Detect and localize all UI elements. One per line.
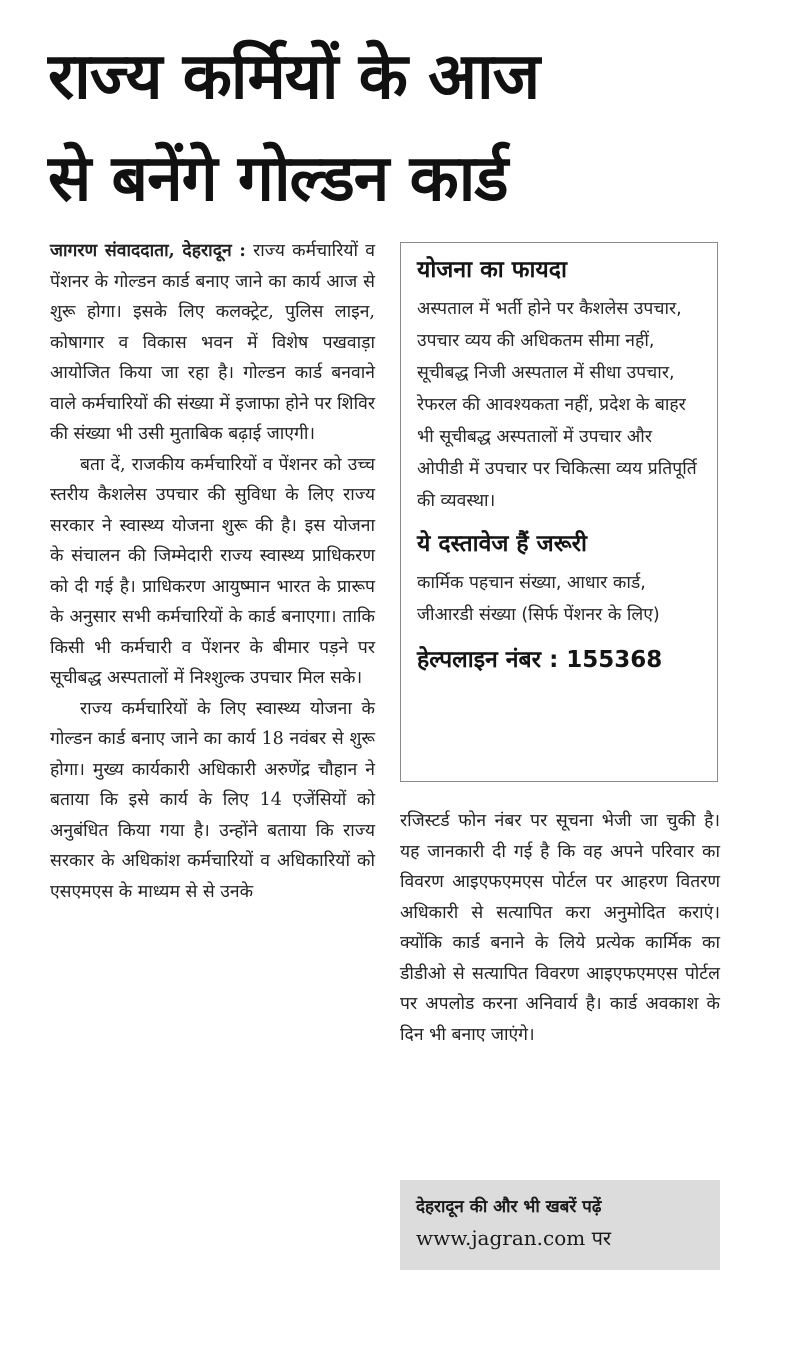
article-paragraph-3: राज्य कर्मचारियों के लिए स्वास्थ्य योजना के गोल्डन कार्ड बनाए जाने का कार्य 18 नवंबर से शुरू होगा। मुख्य कार्यकारी अधिकारी अरुणेंद्र चौहान ने बताया कि इसे कार्य के लिए 14 एजेंसियों को अनुबंधित किया गया है। उन्होंने बताया कि राज्य सरकार के अधिकांश कर्मचारियों व अधिकारियों को एसएमएस के माध्यम से से उनके xyxy=(50,698,375,902)
headline-line-1: राज्य कर्मियों के आज xyxy=(48,40,540,114)
helpline-separator: : xyxy=(549,647,559,673)
documents-heading: ये दस्तावेज हैं जरूरी xyxy=(417,531,587,557)
helpline-label: हेल्पलाइन नंबर xyxy=(417,647,542,673)
article-right-column xyxy=(400,806,720,1050)
promo-url: www.jagran.com xyxy=(416,1226,586,1250)
benefit-heading: योजना का फायदा xyxy=(417,257,567,283)
article-paragraph-4: रजिस्टर्ड फोन नंबर पर सूचना भेजी जा चुकी है। यह जानकारी दी गई है कि वह अपने परिवार का विवरण आइएफएमएस पोर्टल पर आहरण वितरण अधिकारी से सत्यापित करा अनुमोदित कराएं। क्योंकि कार्ड बनाने के लिये प्रत्येक कार्मिक का डीडीओ से सत्यापित विवरण आइएफएमएस पोर्टल पर अपलोड करना अनिवार्य है। कार्ड अवकाश के दिन भी बनाए जाएंगे। xyxy=(400,811,720,1045)
promo-link-line xyxy=(416,1222,704,1254)
headline xyxy=(48,26,788,230)
article-left-column xyxy=(50,236,375,907)
benefit-text: अस्पताल में भर्ती होने पर कैशलेस उपचार, उपचार व्यय की अधिकतम सीमा नहीं, सूचीबद्ध निजी अस्पताल में सीधा उपचार, रेफरल की आवश्यकता नहीं, प्रदेश के बाहर भी सूचीबद्ध अस्पतालों में उपचार और ओपीडी में उपचार पर चिकित्सा व्यय प्रतिपूर्ति की व्यवस्था। xyxy=(417,299,697,511)
article-paragraph-2: बता दें, राजकीय कर्मचारियों व पेंशनर को उच्च स्तरीय कैशलेस उपचार की सुविधा के लिए राज्य सरकार ने स्वास्थ्य योजना शुरू की है। इस योजना के संचालन की जिम्मेदारी राज्य स्वास्थ्य प्राधिकरण को दी गई है। प्राधिकरण आयुष्मान भारत के प्रारूप के अनुसार सभी कर्मचारियों के कार्ड बनाएगा। ताकि किसी भी कर्मचारी व पेंशनर के बीमार पड़ने पर सूचीबद्ध अस्पतालों में निश्शुल्क उपचार मिल सके। xyxy=(50,454,375,688)
headline-line-2: से बनेंगे गोल्डन कार्ड xyxy=(48,142,508,216)
article-paragraph-1 xyxy=(50,236,375,450)
info-box xyxy=(400,242,718,782)
article-dateline: जागरण संवाददाता, देहरादून : xyxy=(50,241,246,261)
helpline-row xyxy=(417,643,703,677)
promo-url-suffix: पर xyxy=(591,1226,612,1250)
promo-text: देहरादून की और भी खबरें पढ़ें xyxy=(416,1197,602,1217)
documents-text: कार्मिक पहचान संख्या, आधार कार्ड, जीआरडी संख्या (सिर्फ पेंशनर के लिए) xyxy=(417,573,660,625)
helpline-number: 155368 xyxy=(566,647,663,673)
article-paragraph-1-text: राज्य कर्मचारियों व पेंशनर के गोल्डन कार्ड बनाए जाने का कार्य आज से शुरू होगा। इसके लिए कलक्ट्रेट, पुलिस लाइन, कोषागार व विकास भवन में विशेष पखवाड़ा आयोजित किया जा रहा है। गोल्डन कार्ड बनवाने वाले कर्मचारियों की संख्या में इजाफा होने पर शिविर की संख्या भी उसी मुताबिक बढ़ाई जाएगी। xyxy=(50,241,375,444)
promo-box xyxy=(400,1180,720,1270)
